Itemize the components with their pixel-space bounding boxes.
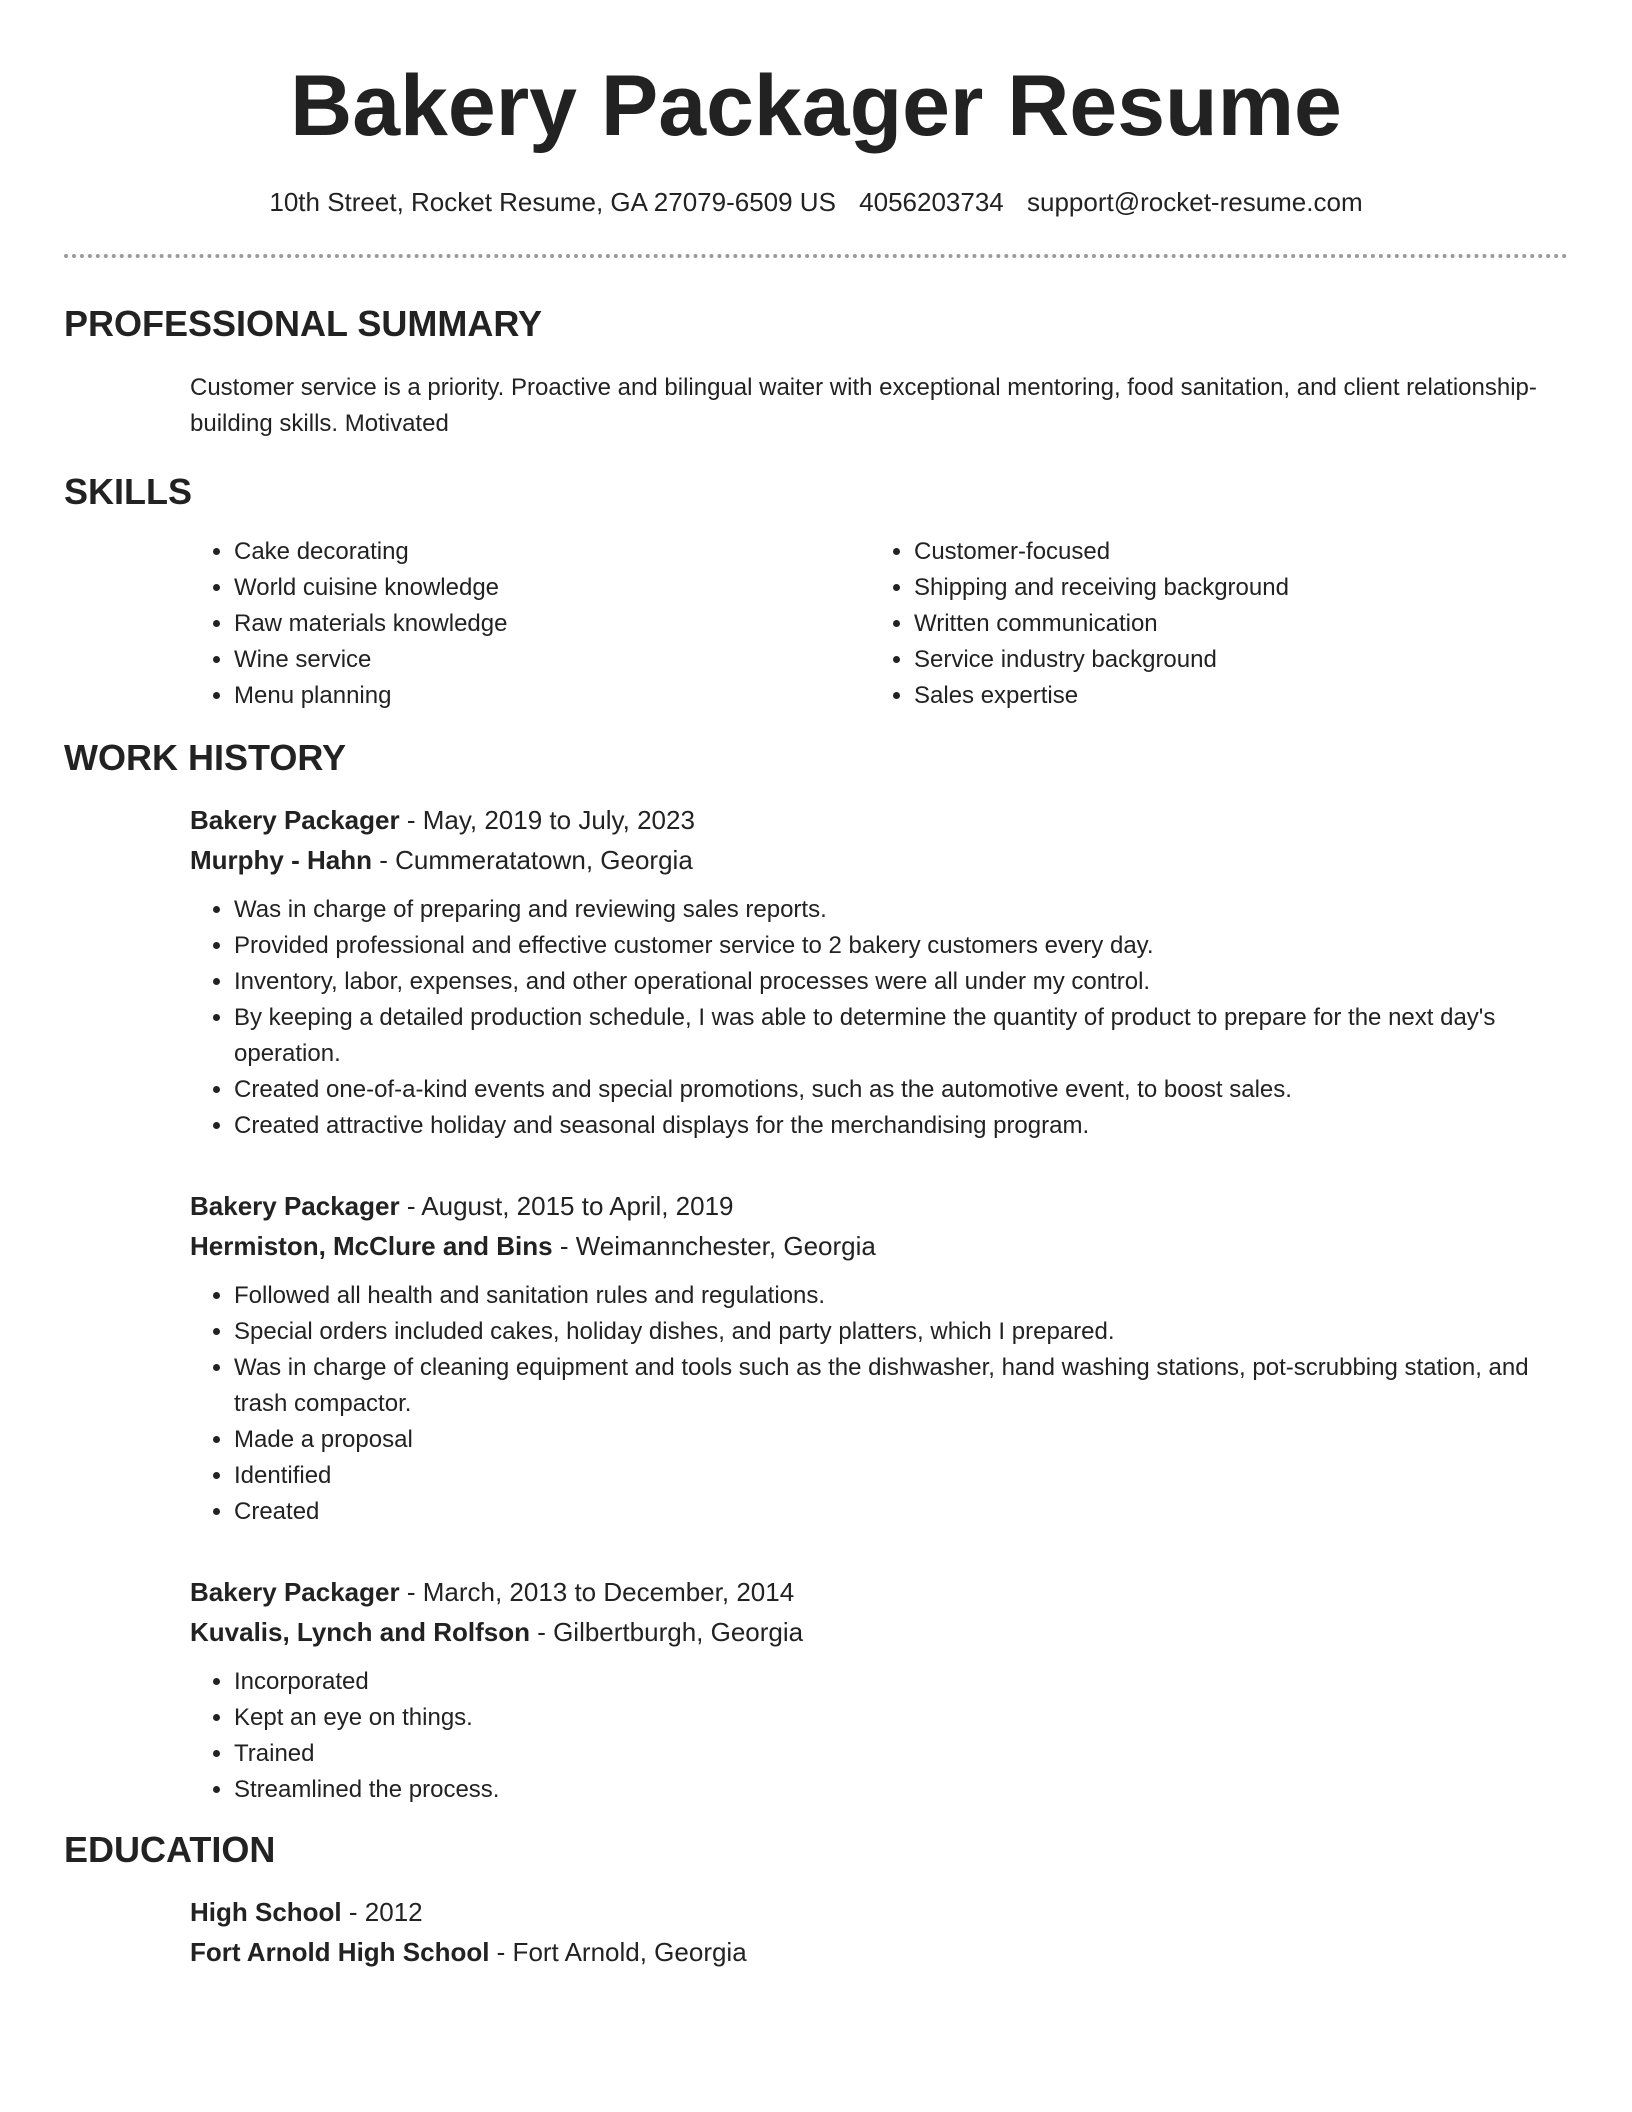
- job-company: Kuvalis, Lynch and Rolfson: [190, 1617, 530, 1647]
- job-bullet: • Inventory, labor, expenses, and other operational processes were all under my control.: [234, 964, 1568, 1000]
- contact-phone: 4056203734: [859, 187, 1004, 217]
- summary-heading: PROFESSIONAL SUMMARY: [64, 303, 543, 344]
- job-title-line: [190, 1572, 1568, 1612]
- skills-column-right: [870, 534, 1550, 714]
- job-bullets: [190, 1664, 1568, 1808]
- job-company: Murphy - Hahn: [190, 845, 372, 875]
- job-bullet: • Created: [234, 1494, 1568, 1530]
- education-degree: High School: [190, 1897, 342, 1927]
- education-location: - Fort Arnold, Georgia: [489, 1937, 747, 1967]
- education-year: - 2012: [341, 1897, 423, 1927]
- work-history-heading: WORK HISTORY: [64, 737, 347, 778]
- header-divider: [64, 254, 1568, 258]
- job-location: - Cummeratatown, Georgia: [372, 845, 693, 875]
- contact-line: [64, 184, 1568, 220]
- job-entry: [64, 1186, 1568, 1530]
- contact-address: 10th Street, Rocket Resume, GA 27079-6509 US: [269, 187, 836, 217]
- job-bullets: [190, 892, 1568, 1144]
- job-company-line: [190, 840, 1568, 880]
- job-bullet: • Created one-of-a-kind events and special promotions, such as the automotive event, to boost sales.: [234, 1072, 1568, 1108]
- education-degree-line: [190, 1892, 1568, 1932]
- job-location: - Weimannchester, Georgia: [552, 1231, 876, 1261]
- job-title: Bakery Packager: [190, 1577, 400, 1607]
- summary-text: Customer service is a priority. Proactive and bilingual waiter with exceptional mentoring, food sanitation, and client relationship-building skills. Motivated: [190, 374, 1537, 437]
- skill-item: • Sales expertise: [914, 678, 1550, 714]
- education-school: Fort Arnold High School: [190, 1937, 490, 1967]
- education-school-line: [190, 1932, 1568, 1972]
- job-entry: [64, 800, 1568, 1144]
- skills-heading: SKILLS: [64, 471, 193, 512]
- job-bullet: • Followed all health and sanitation rules and regulations.: [234, 1278, 1568, 1314]
- skill-item: • Wine service: [234, 642, 870, 678]
- job-company: Hermiston, McClure and Bins: [190, 1231, 553, 1261]
- job-title-line: [190, 800, 1568, 840]
- skill-item: • Raw materials knowledge: [234, 606, 870, 642]
- job-bullet: • Provided professional and effective customer service to 2 bakery customers every day.: [234, 928, 1568, 964]
- job-bullet: • Trained: [234, 1736, 1568, 1772]
- job-bullet: • By keeping a detailed production schedule, I was able to determine the quantity of product to prepare for the next day's operation.: [234, 1000, 1568, 1072]
- job-dates: - May, 2019 to July, 2023: [399, 805, 695, 835]
- job-bullet: • Was in charge of preparing and reviewing sales reports.: [234, 892, 1568, 928]
- skill-item: • Service industry background: [914, 642, 1550, 678]
- skills-column-left: [190, 534, 870, 714]
- job-bullet: • Streamlined the process.: [234, 1772, 1568, 1808]
- job-title: Bakery Packager: [190, 1191, 400, 1221]
- education-heading: EDUCATION: [64, 1829, 276, 1870]
- job-title-line: [190, 1186, 1568, 1226]
- skill-item: • Cake decorating: [234, 534, 870, 570]
- skill-item: • Menu planning: [234, 678, 870, 714]
- contact-email: support@rocket-resume.com: [1027, 187, 1363, 217]
- resume-title: Bakery Packager Resume: [290, 58, 1342, 154]
- job-bullet: • Made a proposal: [234, 1422, 1568, 1458]
- job-bullets: [190, 1278, 1568, 1530]
- job-bullet: • Incorporated: [234, 1664, 1568, 1700]
- job-dates: - March, 2013 to December, 2014: [399, 1577, 795, 1607]
- job-entry: [64, 1572, 1568, 1808]
- job-bullet: • Created attractive holiday and seasonal displays for the merchandising program.: [234, 1108, 1568, 1144]
- job-company-line: [190, 1612, 1568, 1652]
- job-bullet: • Kept an eye on things.: [234, 1700, 1568, 1736]
- job-dates: - August, 2015 to April, 2019: [399, 1191, 734, 1221]
- skills-list: [64, 534, 1568, 714]
- job-bullet: • Was in charge of cleaning equipment and tools such as the dishwasher, hand washing stations, pot-scrubbing station, and trash compactor.: [234, 1350, 1568, 1422]
- job-bullet: • Special orders included cakes, holiday dishes, and party platters, which I prepared.: [234, 1314, 1568, 1350]
- skill-item: • Shipping and receiving background: [914, 570, 1550, 606]
- job-title: Bakery Packager: [190, 805, 400, 835]
- job-location: - Gilbertburgh, Georgia: [529, 1617, 804, 1647]
- job-company-line: [190, 1226, 1568, 1266]
- job-bullet: • Identified: [234, 1458, 1568, 1494]
- education-entry: [64, 1892, 1568, 1972]
- skill-item: • World cuisine knowledge: [234, 570, 870, 606]
- skill-item: • Customer-focused: [914, 534, 1550, 570]
- skill-item: • Written communication: [914, 606, 1550, 642]
